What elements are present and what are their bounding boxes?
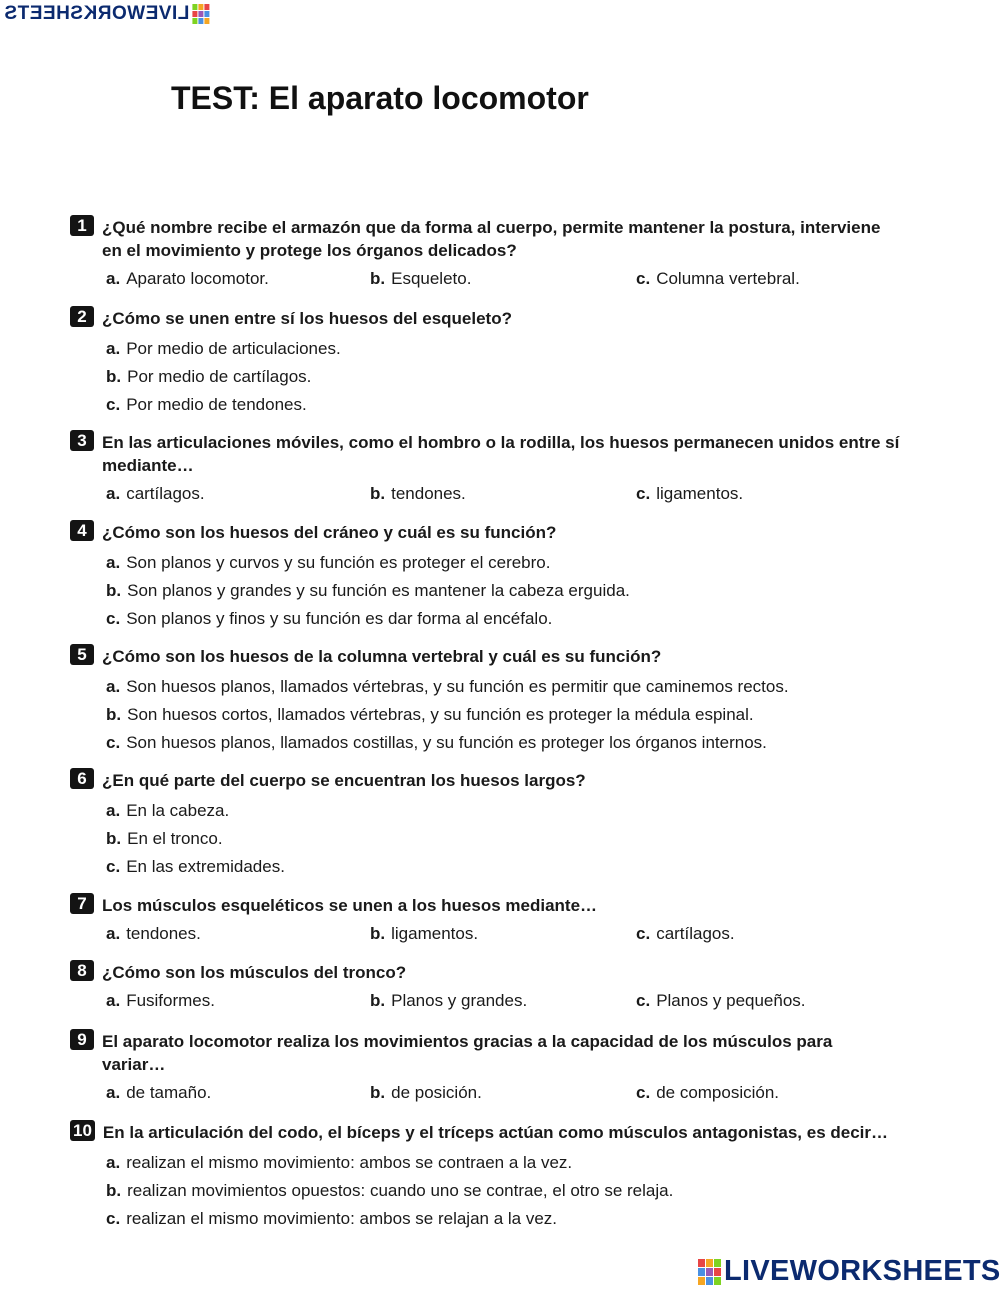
option-text: de composición. bbox=[656, 1083, 780, 1102]
question-header bbox=[70, 894, 900, 917]
question-number-badge: 1 bbox=[70, 215, 94, 236]
question-number-badge: 4 bbox=[70, 520, 94, 541]
question-header bbox=[70, 307, 900, 330]
option-letter: c. bbox=[636, 924, 651, 943]
option-letter: a. bbox=[106, 484, 121, 503]
option-letter: c. bbox=[106, 733, 121, 752]
answer-option-b[interactable] bbox=[370, 269, 636, 289]
option-text: Son huesos cortos, llamados vértebras, y su función es proteger la médula espinal. bbox=[127, 705, 754, 724]
question-header bbox=[70, 1030, 900, 1076]
answer-options bbox=[106, 991, 900, 1011]
liveworksheets-logo-bottom bbox=[698, 1255, 1000, 1288]
option-letter: a. bbox=[106, 991, 121, 1010]
option-letter: b. bbox=[370, 991, 386, 1010]
answer-option-c[interactable] bbox=[636, 991, 806, 1011]
option-letter: a. bbox=[106, 801, 121, 820]
answer-options bbox=[106, 1149, 900, 1233]
question-3 bbox=[70, 431, 900, 504]
logo-block bbox=[204, 18, 209, 24]
option-text: realizan el mismo movimiento: ambos se relajan a la vez. bbox=[126, 1209, 558, 1228]
answer-option-a[interactable] bbox=[106, 673, 900, 701]
answer-options bbox=[106, 335, 900, 419]
question-header bbox=[70, 1121, 900, 1144]
question-text: ¿Cómo se unen entre sí los huesos del esqueleto? bbox=[102, 309, 512, 328]
logo-block bbox=[698, 1277, 705, 1285]
option-letter: b. bbox=[106, 581, 122, 600]
option-letter: b. bbox=[106, 1181, 122, 1200]
answer-option-a[interactable] bbox=[106, 269, 370, 289]
answer-option-b[interactable] bbox=[370, 484, 636, 504]
answer-option-a[interactable] bbox=[106, 1083, 370, 1103]
question-text: ¿Cómo son los huesos del cráneo y cuál es su función? bbox=[102, 523, 557, 542]
question-4 bbox=[70, 521, 900, 633]
option-letter: c. bbox=[106, 395, 121, 414]
logo-block bbox=[706, 1268, 713, 1276]
option-letter: b. bbox=[106, 829, 122, 848]
answer-options bbox=[106, 924, 900, 944]
question-text: ¿Cómo son los músculos del tronco? bbox=[102, 963, 407, 982]
liveworksheets-logo-top bbox=[4, 3, 209, 25]
answer-option-a[interactable] bbox=[106, 335, 900, 363]
question-text: ¿Qué nombre recibe el armazón que da forma al cuerpo, permite mantener la postura, interviene en el movimiento y protege los órganos delicados? bbox=[102, 218, 881, 260]
answer-option-b[interactable] bbox=[106, 363, 900, 391]
logo-wordmark: LIVEWORKSHEETS bbox=[4, 3, 190, 24]
option-text: Son huesos planos, llamados costillas, y su función es proteger los órganos internos. bbox=[126, 733, 767, 752]
question-number-badge: 6 bbox=[70, 768, 94, 789]
answer-option-c[interactable] bbox=[636, 1083, 779, 1103]
question-7 bbox=[70, 894, 900, 944]
question-number-badge: 2 bbox=[70, 306, 94, 327]
question-number-badge: 9 bbox=[70, 1029, 94, 1050]
question-1 bbox=[70, 216, 900, 289]
option-letter: b. bbox=[106, 367, 122, 386]
answer-options bbox=[106, 269, 900, 289]
question-header bbox=[70, 645, 900, 668]
question-text: ¿Cómo son los huesos de la columna vertebral y cuál es su función? bbox=[102, 647, 662, 666]
logo-block bbox=[204, 11, 209, 17]
option-text: En la cabeza. bbox=[126, 801, 230, 820]
logo-block bbox=[198, 18, 203, 24]
option-letter: b. bbox=[370, 269, 386, 288]
option-text: tendones. bbox=[391, 484, 466, 503]
answer-options bbox=[106, 797, 900, 881]
question-text: En las articulaciones móviles, como el hombro o la rodilla, los huesos permanecen unidos entre sí mediante… bbox=[102, 433, 900, 475]
question-number-badge: 5 bbox=[70, 644, 94, 665]
question-number-badge: 7 bbox=[70, 893, 94, 914]
option-text: tendones. bbox=[126, 924, 201, 943]
answer-option-a[interactable] bbox=[106, 484, 370, 504]
answer-option-a[interactable] bbox=[106, 924, 370, 944]
option-letter: c. bbox=[636, 1083, 651, 1102]
answer-option-a[interactable] bbox=[106, 1149, 900, 1177]
option-text: Fusiformes. bbox=[126, 991, 215, 1010]
answer-option-a[interactable] bbox=[106, 991, 370, 1011]
option-letter: a. bbox=[106, 1083, 121, 1102]
logo-block bbox=[698, 1259, 705, 1267]
question-text: ¿En qué parte del cuerpo se encuentran los huesos largos? bbox=[102, 771, 586, 790]
answer-options bbox=[106, 1083, 900, 1103]
logo-block bbox=[714, 1277, 721, 1285]
question-text: Los músculos esqueléticos se unen a los huesos mediante… bbox=[102, 896, 598, 915]
logo-block bbox=[698, 1268, 705, 1276]
option-text: cartílagos. bbox=[656, 924, 735, 943]
option-letter: b. bbox=[370, 924, 386, 943]
answer-option-b[interactable] bbox=[106, 577, 900, 605]
option-letter: a. bbox=[106, 339, 121, 358]
option-text: Son planos y grandes y su función es mantener la cabeza erguida. bbox=[127, 581, 630, 600]
logo-wordmark: LIVEWORKSHEETS bbox=[724, 1255, 1000, 1287]
option-text: de tamaño. bbox=[126, 1083, 212, 1102]
answer-option-b[interactable] bbox=[106, 701, 900, 729]
answer-option-c[interactable] bbox=[636, 269, 800, 289]
question-8 bbox=[70, 961, 900, 1011]
answer-option-c[interactable] bbox=[106, 729, 900, 757]
option-letter: c. bbox=[106, 609, 121, 628]
answer-option-c[interactable] bbox=[106, 605, 900, 633]
option-text: Son huesos planos, llamados vértebras, y su función es permitir que caminemos rectos. bbox=[126, 677, 789, 696]
question-6 bbox=[70, 769, 900, 881]
answer-option-c[interactable] bbox=[106, 1205, 900, 1233]
option-letter: c. bbox=[106, 1209, 121, 1228]
logo-block bbox=[204, 4, 209, 10]
option-text: Por medio de cartílagos. bbox=[127, 367, 312, 386]
answer-option-b[interactable] bbox=[370, 991, 636, 1011]
option-text: Son planos y curvos y su función es proteger el cerebro. bbox=[126, 553, 551, 572]
option-text: realizan movimientos opuestos: cuando uno se contrae, el otro se relaja. bbox=[127, 1181, 674, 1200]
question-number-badge: 8 bbox=[70, 960, 94, 981]
option-letter: a. bbox=[106, 1153, 121, 1172]
answer-option-b[interactable] bbox=[370, 924, 636, 944]
logo-block bbox=[192, 18, 197, 24]
option-letter: a. bbox=[106, 553, 121, 572]
question-number-badge: 10 bbox=[70, 1120, 95, 1141]
question-9 bbox=[70, 1030, 900, 1103]
option-text: Son planos y finos y su función es dar forma al encéfalo. bbox=[126, 609, 553, 628]
answer-option-c[interactable] bbox=[636, 484, 743, 504]
question-header bbox=[70, 431, 900, 477]
answer-options bbox=[106, 484, 900, 504]
option-text: Por medio de articulaciones. bbox=[126, 339, 341, 358]
question-header bbox=[70, 521, 900, 544]
answer-option-b[interactable] bbox=[106, 825, 900, 853]
question-5 bbox=[70, 645, 900, 757]
answer-option-c[interactable] bbox=[636, 924, 735, 944]
option-letter: b. bbox=[106, 705, 122, 724]
option-letter: b. bbox=[370, 484, 386, 503]
logo-block bbox=[714, 1259, 721, 1267]
option-text: Planos y grandes. bbox=[391, 991, 528, 1010]
logo-block bbox=[198, 4, 203, 10]
question-2 bbox=[70, 307, 900, 419]
option-text: cartílagos. bbox=[126, 484, 205, 503]
option-text: Columna vertebral. bbox=[656, 269, 800, 288]
logo-blocks-icon bbox=[698, 1259, 721, 1285]
question-header bbox=[70, 961, 900, 984]
answer-options bbox=[106, 673, 900, 757]
option-text: Planos y pequeños. bbox=[656, 991, 806, 1010]
option-text: En el tronco. bbox=[127, 829, 223, 848]
logo-block bbox=[714, 1268, 721, 1276]
option-letter: a. bbox=[106, 677, 121, 696]
logo-block bbox=[706, 1259, 713, 1267]
answer-option-c[interactable] bbox=[106, 391, 900, 419]
answer-option-b[interactable] bbox=[370, 1083, 636, 1103]
logo-block bbox=[192, 4, 197, 10]
option-letter: b. bbox=[370, 1083, 386, 1102]
option-letter: a. bbox=[106, 924, 121, 943]
answer-option-a[interactable] bbox=[106, 549, 900, 577]
answer-option-b[interactable] bbox=[106, 1177, 900, 1205]
option-letter: c. bbox=[636, 269, 651, 288]
logo-block bbox=[706, 1277, 713, 1285]
question-text: El aparato locomotor realiza los movimientos gracias a la capacidad de los músculos para variar… bbox=[102, 1032, 833, 1074]
option-letter: c. bbox=[636, 484, 651, 503]
option-letter: c. bbox=[636, 991, 651, 1010]
question-number-badge: 3 bbox=[70, 430, 94, 451]
option-text: de posición. bbox=[391, 1083, 482, 1102]
page-title: TEST: El aparato locomotor bbox=[171, 80, 589, 116]
option-text: realizan el mismo movimiento: ambos se contraen a la vez. bbox=[126, 1153, 573, 1172]
option-text: ligamentos. bbox=[656, 484, 744, 503]
option-text: En las extremidades. bbox=[126, 857, 285, 876]
question-header bbox=[70, 216, 900, 262]
option-text: Por medio de tendones. bbox=[126, 395, 307, 414]
logo-blocks-icon bbox=[192, 4, 209, 24]
answer-option-a[interactable] bbox=[106, 797, 900, 825]
option-letter: a. bbox=[106, 269, 121, 288]
logo-block bbox=[192, 11, 197, 17]
option-letter: c. bbox=[106, 857, 121, 876]
logo-block bbox=[198, 11, 203, 17]
question-10 bbox=[70, 1121, 900, 1233]
option-text: ligamentos. bbox=[391, 924, 479, 943]
answer-options bbox=[106, 549, 900, 633]
option-text: Aparato locomotor. bbox=[126, 269, 269, 288]
option-text: Esqueleto. bbox=[391, 269, 472, 288]
answer-option-c[interactable] bbox=[106, 853, 900, 881]
question-header bbox=[70, 769, 900, 792]
question-text: En la articulación del codo, el bíceps y el tríceps actúan como músculos antagonistas, es decir… bbox=[102, 1123, 889, 1142]
